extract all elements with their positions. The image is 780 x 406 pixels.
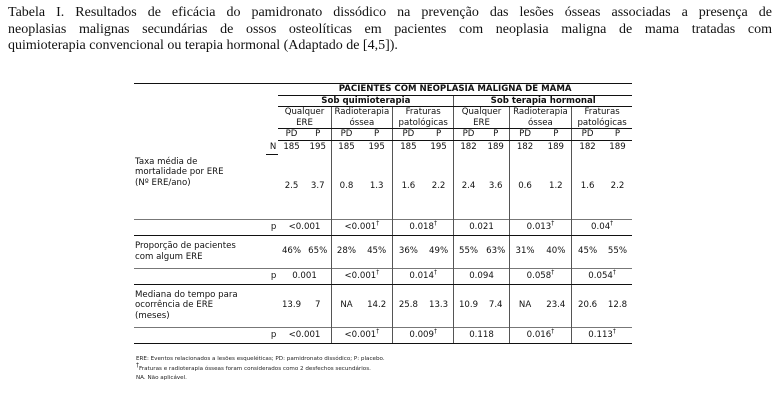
caption-line-2: neoplasias malignas secundárias de ossos osteolíticas em pacientes com neoplasia maligna de mama tratadas com: [8, 21, 772, 37]
p-header: P: [540, 129, 571, 141]
n-cell: 185: [331, 140, 361, 155]
p-label: p: [266, 327, 278, 343]
n-cell: 189: [487, 142, 504, 153]
p-value-cell: 0.016†: [509, 327, 572, 343]
sub-any-ere-2: Qualquer: [454, 107, 509, 118]
p-value-cell: <0.001: [278, 327, 331, 343]
value-cell: 36%: [393, 235, 424, 268]
value-cell: 0.6: [509, 155, 540, 220]
table-row: [134, 284, 632, 327]
table-row: [134, 235, 632, 268]
results-table: [134, 83, 632, 344]
value-cell: NA: [509, 284, 540, 327]
pd-header: PD: [278, 129, 304, 141]
sub-radiotherapy-2-line2: óssea: [509, 118, 572, 129]
value-cell: 1.3: [369, 181, 384, 192]
value-cell: 63%: [486, 246, 506, 257]
value-cell: NA: [331, 284, 361, 327]
p-header: P: [361, 129, 392, 141]
p-value-cell: 0.001: [278, 268, 331, 284]
pd-header: PD: [454, 129, 483, 141]
p-value-cell: 0.058†: [509, 268, 572, 284]
value-cell: 2.2: [431, 181, 446, 192]
p-value-row: [134, 268, 632, 284]
sub-fractures-line2: patológicas: [393, 118, 454, 129]
caption-line-3: quimioterapia convencional ou terapia hormonal (Adaptado de [4,5]).: [8, 38, 398, 53]
group-hormonal: Sob terapia hormonal: [454, 95, 632, 107]
table-row: [134, 155, 632, 220]
n-cell: 185: [393, 140, 424, 155]
table-caption: [8, 5, 772, 55]
p-header: P: [424, 129, 454, 141]
table-title: PACIENTES COM NEOPLASIA MALIGNA DE MAMA: [278, 84, 632, 96]
n-cell: 182: [509, 140, 540, 155]
p-value-cell: 0.013†: [509, 219, 572, 235]
p-value-cell: 0.018†: [393, 219, 454, 235]
value-cell: 13.9: [281, 300, 302, 311]
p-value-cell: 0.094: [454, 268, 509, 284]
sub-any-ere-line2: ERE: [278, 118, 331, 129]
value-cell: 45%: [367, 246, 387, 257]
p-header: P: [603, 129, 632, 141]
subheader-row-1: [134, 107, 632, 118]
p-value-row: [134, 219, 632, 235]
pd-p-header-row: [134, 129, 632, 141]
n-cell: 195: [368, 142, 385, 153]
row-label: Taxa média de mortalidade por ERE (Nº ERE/ano): [135, 156, 224, 188]
p-value-cell: 0.021: [454, 219, 509, 235]
value-cell: 1.2: [548, 181, 563, 192]
value-cell: 1.6: [572, 155, 603, 220]
value-cell: 28%: [331, 235, 361, 268]
p-value-row: [134, 327, 632, 343]
value-cell: 2.4: [454, 155, 483, 220]
value-cell: 12.8: [607, 300, 628, 311]
table-footnotes: [136, 355, 385, 384]
value-cell: 10.9: [454, 284, 483, 327]
n-cell: 182: [572, 140, 603, 155]
n-cell: 182: [454, 140, 483, 155]
n-cell: 195: [430, 142, 447, 153]
value-cell: 40%: [546, 246, 566, 257]
sub-radiotherapy-2: Radioterapia: [509, 107, 572, 118]
n-cell: 195: [309, 142, 326, 153]
value-cell: 25.8: [393, 284, 424, 327]
subheader-row-2: [134, 118, 632, 129]
row-label: Proporção de pacientes com algum ERE: [135, 241, 236, 262]
sub-any-ere-2-line2: ERE: [454, 118, 509, 129]
table-title-row: [134, 84, 632, 96]
n-label: N: [266, 140, 278, 155]
pd-header: PD: [509, 129, 540, 141]
group-header-row: [134, 95, 632, 107]
value-cell: 49%: [429, 246, 449, 257]
value-cell: 14.2: [367, 300, 387, 311]
p-value-cell: <0.001†: [331, 219, 392, 235]
pd-header: PD: [331, 129, 361, 141]
value-cell: 3.6: [488, 181, 503, 192]
p-value-cell: 0.009†: [393, 327, 454, 343]
p-header: P: [483, 129, 509, 141]
n-row: [134, 140, 632, 155]
group-chemotherapy: Sob quimioterapia: [278, 95, 454, 107]
sub-any-ere: Qualquer: [284, 107, 325, 117]
p-label: p: [266, 268, 278, 284]
value-cell: 55%: [454, 235, 483, 268]
sub-radiotherapy-line2: óssea: [331, 118, 392, 129]
value-cell: 55%: [607, 246, 628, 257]
footnote-dagger: †Fraturas e radioterapia ósseas foram considerados como 2 desfechos secundários.: [136, 361, 371, 372]
sub-fractures-2: Fraturas: [572, 107, 632, 118]
p-header: P: [305, 129, 331, 141]
footnote-na: NA. Não aplicável.: [136, 375, 187, 381]
p-value-cell: <0.001†: [331, 327, 392, 343]
value-cell: 7.4: [488, 300, 503, 311]
value-cell: 0.8: [331, 155, 361, 220]
pd-header: PD: [572, 129, 603, 141]
value-cell: 7: [314, 300, 321, 311]
value-cell: 3.7: [310, 181, 325, 192]
p-value-cell: 0.118: [454, 327, 509, 343]
value-cell: 65%: [308, 246, 328, 257]
p-value-cell: <0.001†: [331, 268, 392, 284]
value-cell: 20.6: [572, 284, 603, 327]
n-cell: 185: [283, 142, 300, 153]
value-cell: 2.2: [610, 181, 625, 192]
value-cell: 46%: [281, 246, 302, 257]
footnote-abbreviations: ERE: Eventos relacionados a lesões esqueléticas; PD: pamidronato dissódico; P: placebo.: [136, 356, 385, 362]
p-value-cell: 0.04†: [572, 219, 632, 235]
p-value-cell: 0.054†: [572, 268, 632, 284]
value-cell: 31%: [509, 235, 540, 268]
p-value-cell: <0.001: [278, 219, 331, 235]
value-cell: 13.3: [429, 300, 449, 311]
caption-line-1: Tabela I. Resultados de eficácia do pamidronato dissódico na prevenção das lesões ósseas associadas a presença de: [8, 5, 772, 20]
value-cell: 23.4: [546, 300, 566, 311]
value-cell: 2.5: [284, 181, 299, 192]
sub-radiotherapy: Radioterapia: [331, 107, 392, 118]
value-cell: 1.6: [393, 155, 424, 220]
p-value-cell: 0.113†: [572, 327, 632, 343]
n-cell: 189: [609, 142, 626, 153]
row-label: Mediana do tempo para ocorrência de ERE (meses): [135, 289, 238, 321]
sub-fractures: Fraturas: [393, 107, 454, 118]
p-label: p: [266, 219, 278, 235]
n-cell: 189: [547, 142, 565, 153]
sub-fractures-2-line2: patológicas: [572, 118, 632, 129]
pd-header: PD: [393, 129, 424, 141]
value-cell: 45%: [572, 235, 603, 268]
p-value-cell: 0.014†: [393, 268, 454, 284]
